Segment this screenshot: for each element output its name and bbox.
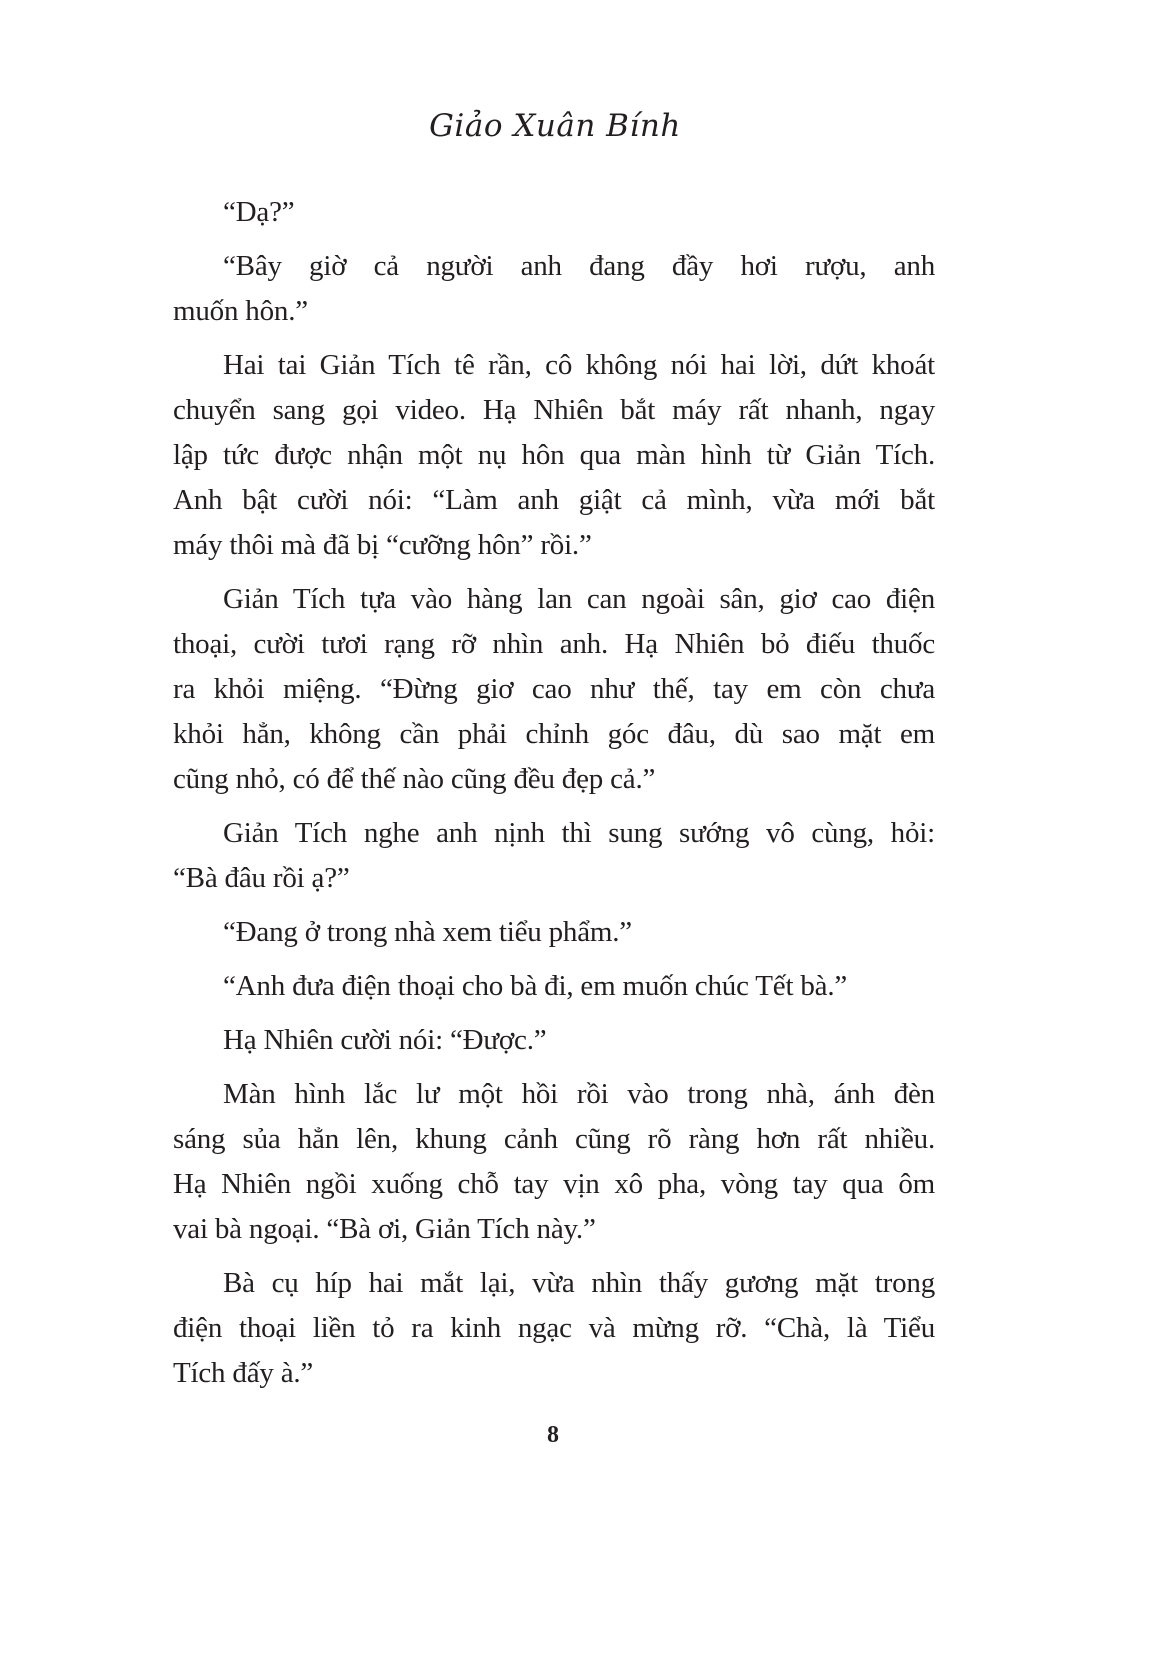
text-line: “Bà đâu rồi ạ?” [173,862,350,894]
text-line: cũng nhỏ, có để thế nào cũng đều đẹp cả.” [173,763,656,795]
text-line: vai bà ngoại. “Bà ơi, Giản Tích này.” [173,1213,596,1245]
text-line: Hạ Nhiên ngồi xuống chỗ tay vịn xô pha, vòng tay qua ôm [173,1168,935,1200]
text-line: sáng sủa hẳn lên, khung cảnh cũng rõ ràng hơn rất nhiều. [173,1123,935,1155]
paragraph [173,1018,935,1063]
text-line: Bà cụ híp hai mắt lại, vừa nhìn thấy gương mặt trong [223,1267,935,1299]
text-line: lập tức được nhận một nụ hôn qua màn hình từ Giản Tích. [173,439,935,471]
text-line: thoại, cười tươi rạng rỡ nhìn anh. Hạ Nhiên bỏ điếu thuốc [173,628,935,660]
paragraph [173,811,935,901]
paragraph [173,343,935,568]
text-line: khỏi hẳn, không cần phải chỉnh góc đâu, dù sao mặt em [173,718,935,750]
text-line: “Anh đưa điện thoại cho bà đi, em muốn chúc Tết bà.” [223,970,848,1002]
text-line: “Dạ?” [223,196,295,228]
text-line: Hạ Nhiên cười nói: “Được.” [223,1024,547,1056]
paragraph [173,1261,935,1396]
paragraph [173,964,935,1009]
running-header: Giảo Xuân Bính [429,108,681,144]
text-line: Hai tai Giản Tích tê rần, cô không nói hai lời, dứt khoát [223,349,935,381]
text-line: Giản Tích nghe anh nịnh thì sung sướng vô cùng, hỏi: [223,817,935,849]
text-line: Màn hình lắc lư một hồi rồi vào trong nhà, ánh đèn [223,1078,935,1110]
paragraph [173,910,935,955]
text-line: máy thôi mà đã bị “cưỡng hôn” rồi.” [173,529,592,561]
paragraph [173,190,935,235]
body-text [173,190,935,1405]
text-line: điện thoại liền tỏ ra kinh ngạc và mừng rỡ. “Chà, là Tiểu [173,1312,935,1344]
text-line: Anh bật cười nói: “Làm anh giật cả mình, vừa mới bắt [173,484,935,516]
text-line: “Bây giờ cả người anh đang đầy hơi rượu, anh [223,250,935,282]
paragraph [173,1072,935,1252]
text-line: Giản Tích tựa vào hàng lan can ngoài sân, giơ cao điện [223,583,935,615]
text-line: “Đang ở trong nhà xem tiểu phẩm.” [223,916,632,948]
page-number: 8 [547,1422,559,1448]
paragraph [173,244,935,334]
text-line: chuyển sang gọi video. Hạ Nhiên bắt máy rất nhanh, ngay [173,394,935,426]
text-line: muốn hôn.” [173,295,308,327]
text-line: Tích đấy à.” [173,1357,314,1389]
paragraph [173,577,935,802]
text-line: ra khỏi miệng. “Đừng giơ cao như thế, tay em còn chưa [173,673,935,705]
